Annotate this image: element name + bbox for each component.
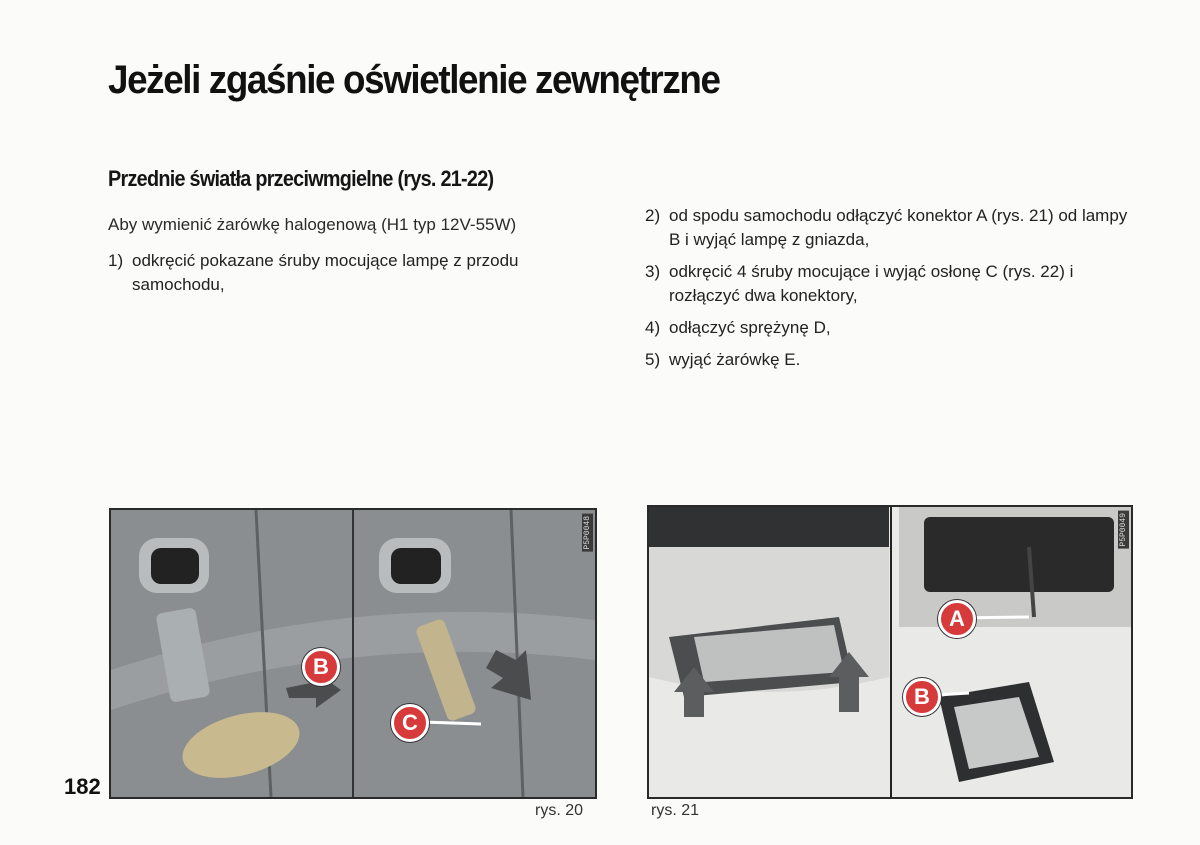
fog-light-removal-illustration [111,510,595,797]
step-number: 3) [645,262,661,281]
page-number: 182 [64,774,101,799]
figure-rys-21 [647,505,1133,799]
figure-caption: rys. 21 [651,802,700,819]
fog-light-connector-illustration [649,507,1131,797]
right-steps [645,204,1135,372]
step-number: 1) [108,251,124,270]
figure-caption: rys. 20 [535,802,584,819]
callout-c: C [391,704,429,742]
figure-code: P5P0048 [583,516,592,550]
step-text: odkręcić 4 śruby mocujące i wyjąć osłonę C (rys. 22) i rozłączyć dwa konektory, [669,262,1074,305]
callout-b: B [302,648,340,686]
step-4 [645,316,1135,340]
callout-b: B [903,678,941,716]
step-text: odłączyć sprężynę D, [669,318,831,337]
step-text: wyjąć żarówkę E. [669,350,801,369]
step-number: 5) [645,350,661,369]
step-5 [645,348,1135,372]
step-1 [108,249,598,297]
figure-rys-20 [109,508,597,799]
figure-code: P5P0049 [1119,513,1128,547]
step-number: 4) [645,318,661,337]
step-text: odkręcić pokazane śruby mocujące lampę z przodu samochodu, [132,251,519,294]
page-title: Jeżeli zgaśnie oświetlenie zewnętrzne [108,58,720,102]
step-number: 2) [645,206,661,225]
step-3 [645,260,1135,308]
step-2 [645,204,1135,252]
intro-text: Aby wymienić żarówkę halogenową (H1 typ 12V-55W) [108,215,517,234]
callout-a: A [938,600,976,638]
section-heading: Przednie światła przeciwmgielne (rys. 21-22) [108,166,494,191]
step-text: od spodu samochodu odłączyć konektor A (rys. 21) od lampy B i wyjąć lampę z gniazda, [669,206,1128,249]
